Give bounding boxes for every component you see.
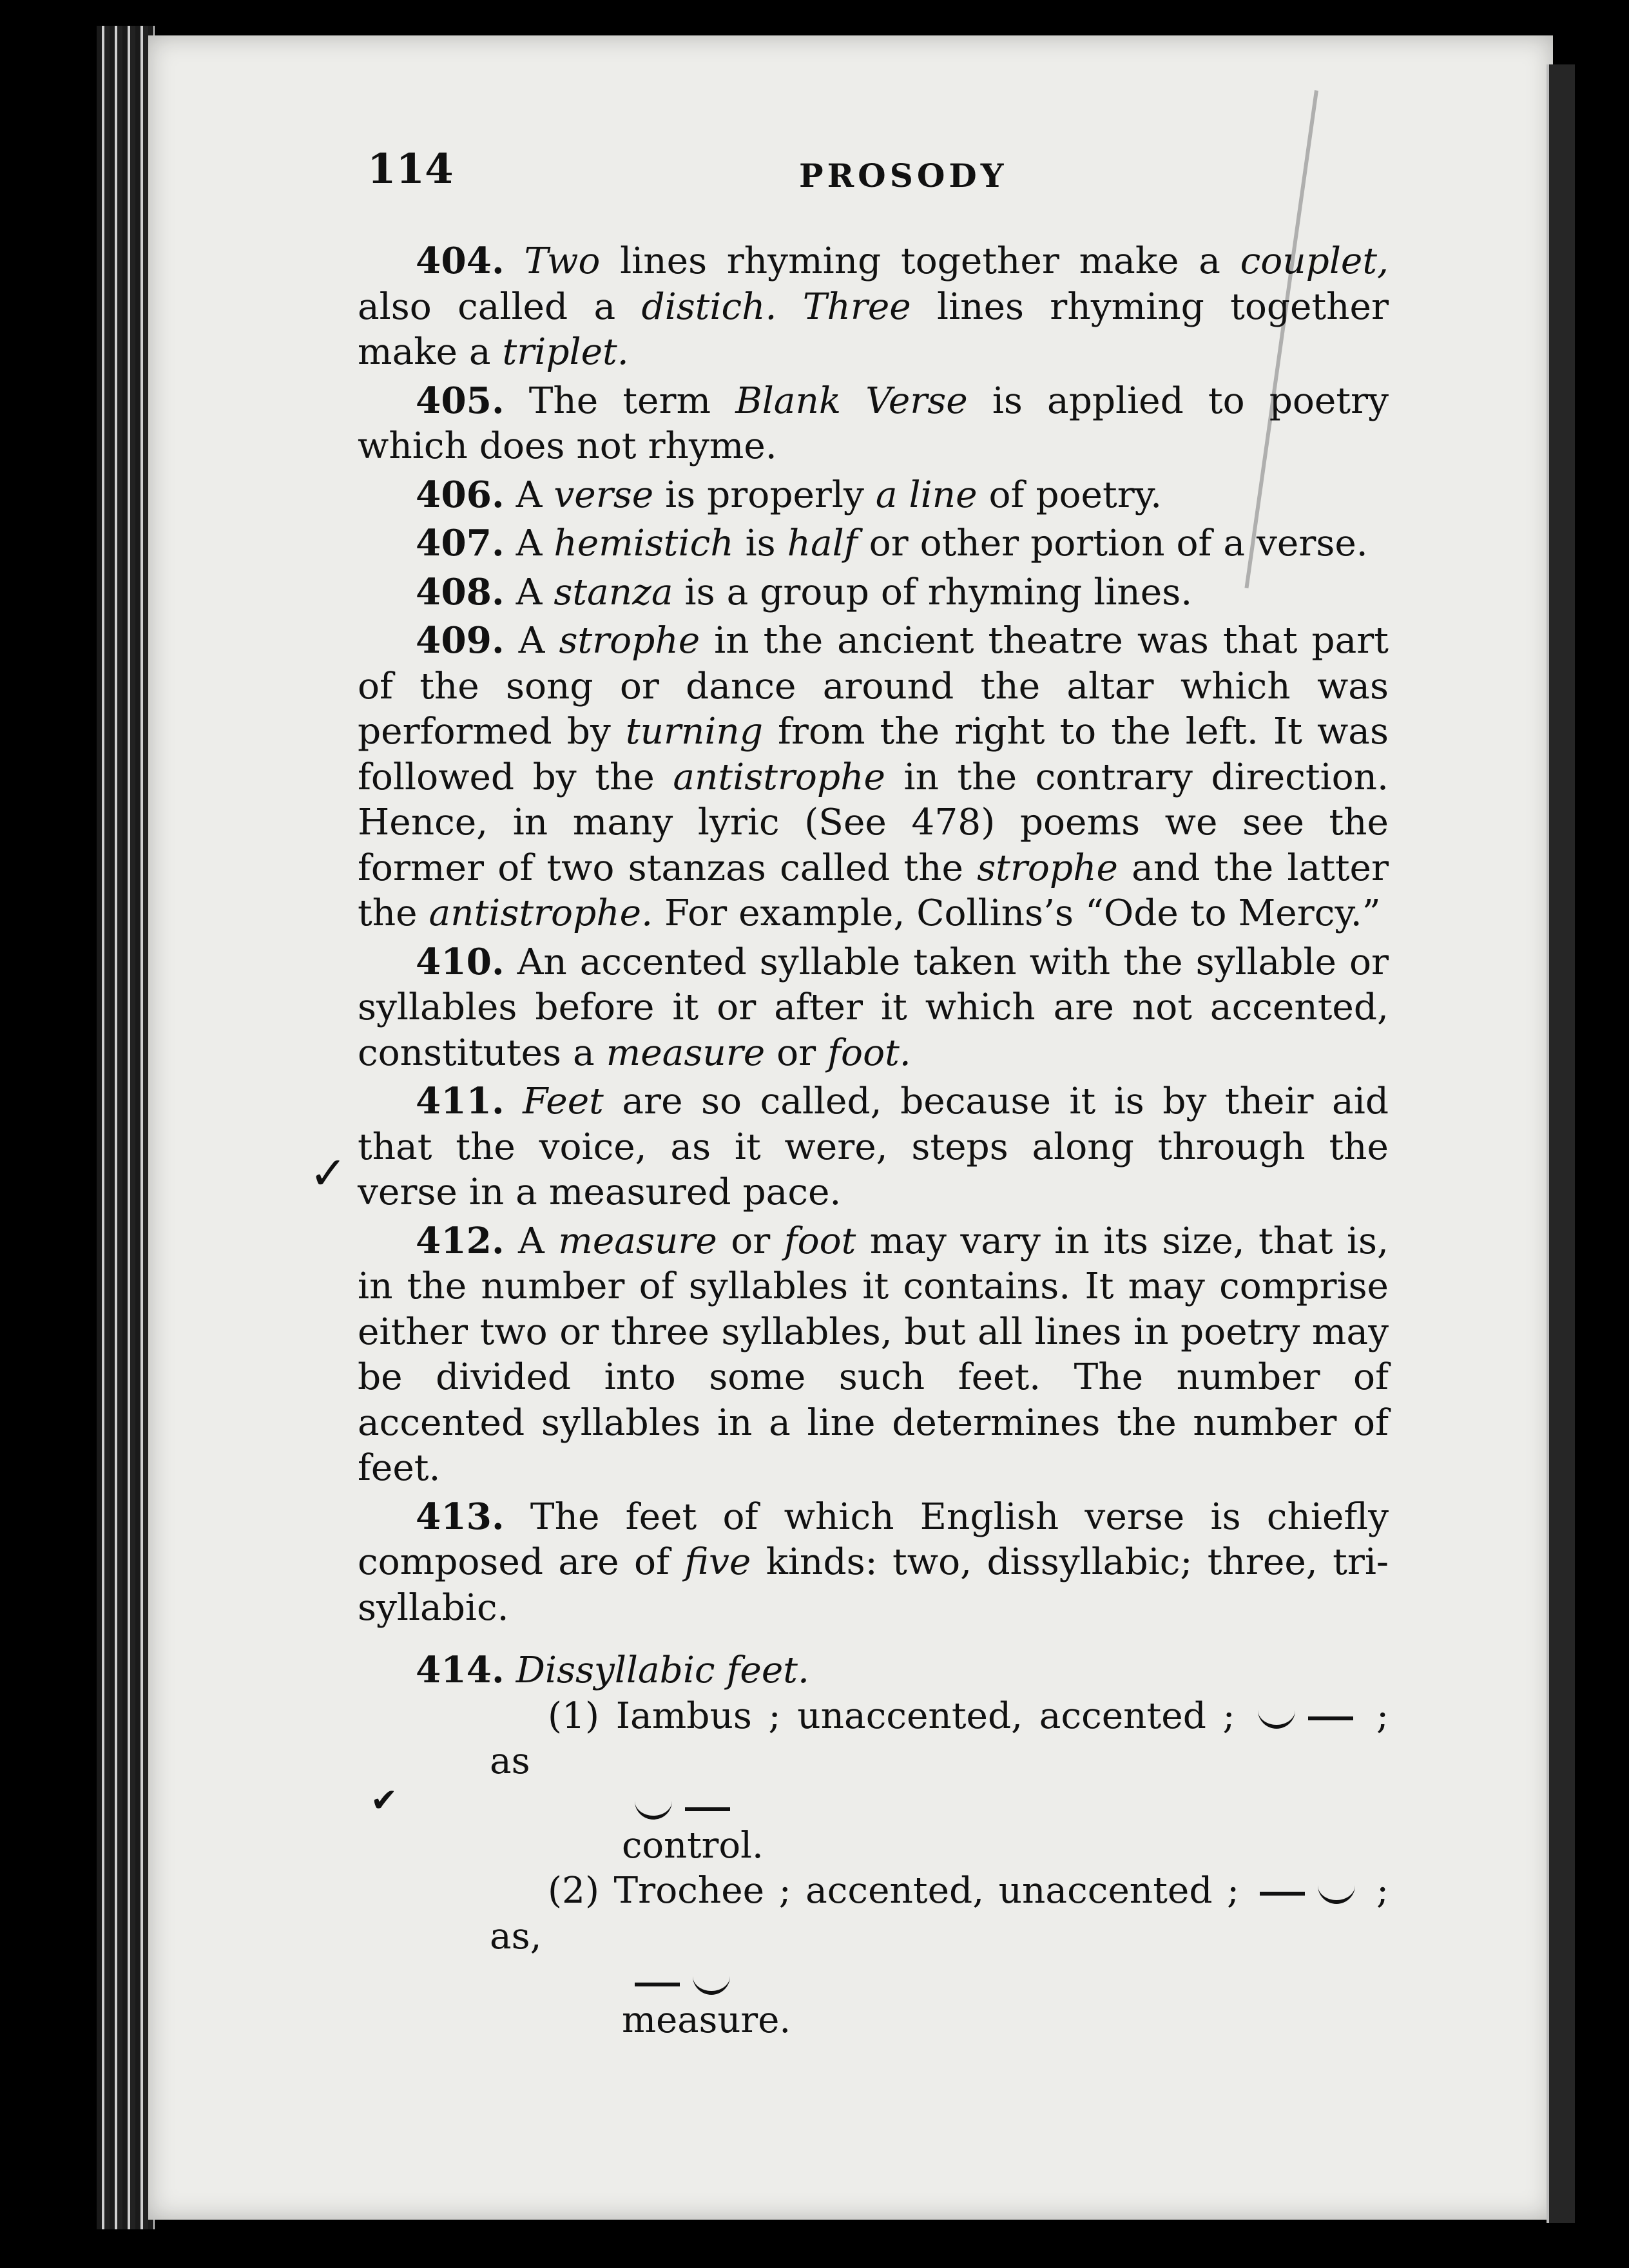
italic-term: verse: [554, 474, 654, 516]
italic-term: strophe: [977, 847, 1118, 889]
paragraph-number: 405.: [416, 379, 505, 422]
italic-term: couplet,: [1240, 240, 1389, 282]
margin-tick-icon: ✔: [371, 1782, 398, 1819]
foot-label: (1) Iambus ; unaccented, accented ;: [548, 1695, 1252, 1737]
macron-mark-icon: [1260, 1892, 1305, 1896]
breve-mark-icon: [635, 1799, 672, 1820]
paragraph-number: 411.: [416, 1080, 505, 1122]
macron-mark-icon: [685, 1807, 730, 1811]
paragraph-number: 407.: [416, 522, 505, 564]
italic-term: a line: [875, 474, 978, 516]
paragraph-number: 414.: [416, 1649, 505, 1691]
example-scansion: [358, 1785, 1389, 1823]
paragraph-number: 408.: [416, 570, 505, 613]
italic-term: hemistich: [554, 523, 734, 564]
page-header: [367, 145, 1463, 203]
italic-term: measure: [558, 1220, 717, 1262]
breve-mark-icon: [693, 1974, 730, 1995]
italic-term: distich.: [641, 285, 777, 328]
paragraph-404: 404. Two lines rhyming together make a couplet, also called a distich. Three lines rhyming together make a triplet.: [358, 240, 1389, 373]
italic-term: foot: [784, 1220, 856, 1262]
paragraph-405: 405. The term Blank Verse is applied to poetry which does not rhyme.: [358, 379, 1389, 467]
book-edge: [97, 26, 155, 2229]
italic-term: triplet.: [502, 331, 629, 373]
foot-definition: [358, 1694, 1389, 1785]
italic-term: half: [787, 523, 858, 564]
breve-mark-icon: [1258, 1708, 1295, 1729]
italic-term: turning: [625, 711, 763, 753]
italic-term: stanza: [554, 571, 673, 613]
foot-example-word: control.: [622, 1824, 764, 1867]
paragraph-410: 410. An accented syllable taken with the syllable or syllables before it or after it which are not accented, constitutes a measure or foot.: [358, 940, 1389, 1074]
italic-term: five: [684, 1541, 751, 1583]
paragraph-406: 406. A verse is properly a line of poetry.: [416, 473, 1162, 516]
paragraph-number: 410.: [416, 940, 505, 983]
foot-suffix: ; as: [490, 1695, 1389, 1782]
foot-example-word: measure.: [622, 1999, 791, 2041]
body-text: [358, 238, 1389, 2044]
paragraph-number: 406.: [416, 473, 505, 516]
paragraph-number: 412.: [416, 1219, 505, 1262]
paragraph-413: 413. The feet of which English verse is chiefly composed are of five kinds: two, dissyllabic; three, tri-syllabic.: [358, 1495, 1389, 1629]
italic-term: antistrophe.: [429, 892, 653, 934]
italic-term: Three: [802, 285, 911, 328]
paragraph-407: 407. A hemistich is half or other portion of a verse.: [416, 522, 1368, 564]
paragraph-list: [358, 238, 1389, 1631]
running-head: PROSODY: [799, 157, 1008, 195]
italic-term: foot.: [827, 1032, 911, 1074]
paragraph-number: 413.: [416, 1495, 505, 1538]
paragraph-409: 409. A strophe in the ancient theatre was that part of the song or dance around the altar which was performed by turning from the right to the left. It was followed by the antistrophe in the contrary direction. Hence, in many lyric (See 478) poems we see the former of two stanzas called the strophe and the latter the antistrophe. For example, Collins’s “Ode to Mercy.”: [358, 619, 1389, 934]
example-scansion: [358, 1959, 1389, 1998]
page-number: 114: [367, 145, 454, 193]
page-fold: [1547, 64, 1575, 2223]
italic-term: Blank Verse: [735, 380, 968, 422]
breve-mark-icon: [1318, 1883, 1355, 1904]
section-414-heading: [358, 1648, 1389, 1694]
italic-term: antistrophe: [673, 756, 885, 798]
foot-label: (2) Trochee ; accented, unaccented ;: [548, 1870, 1254, 1912]
paragraph-408: 408. A stanza is a group of rhyming lines.: [416, 570, 1193, 613]
margin-check-mark-icon: ✓: [309, 1147, 347, 1200]
paragraph-number: 404.: [416, 240, 505, 282]
italic-term: strophe: [559, 620, 700, 662]
feet-list: [358, 1694, 1389, 2044]
foot-suffix: ; as,: [490, 1870, 1389, 1957]
foot-definition: [358, 1869, 1389, 1959]
macron-mark-icon: [1308, 1716, 1353, 1720]
italic-term: measure: [606, 1032, 766, 1074]
paragraph-411: 411. Feet are so called, because it is by their aid that the voice, as it were, steps along through the verse in a measured pace.: [358, 1080, 1389, 1213]
macron-mark-icon: [635, 1983, 680, 1986]
paragraph-number: 409.: [416, 619, 505, 662]
italic-term: Two: [524, 240, 601, 282]
paragraph-412: 412. A measure or foot may vary in its size, that is, in the number of syllables it contains. It may comprise either two or three syllables, but all lines in poetry may be divided into some such feet. The number of accented syllables in a line determines the number of feet.: [358, 1219, 1389, 1489]
section-414-title: Dissyllabic feet.: [516, 1649, 809, 1691]
italic-term: Feet: [523, 1081, 604, 1122]
